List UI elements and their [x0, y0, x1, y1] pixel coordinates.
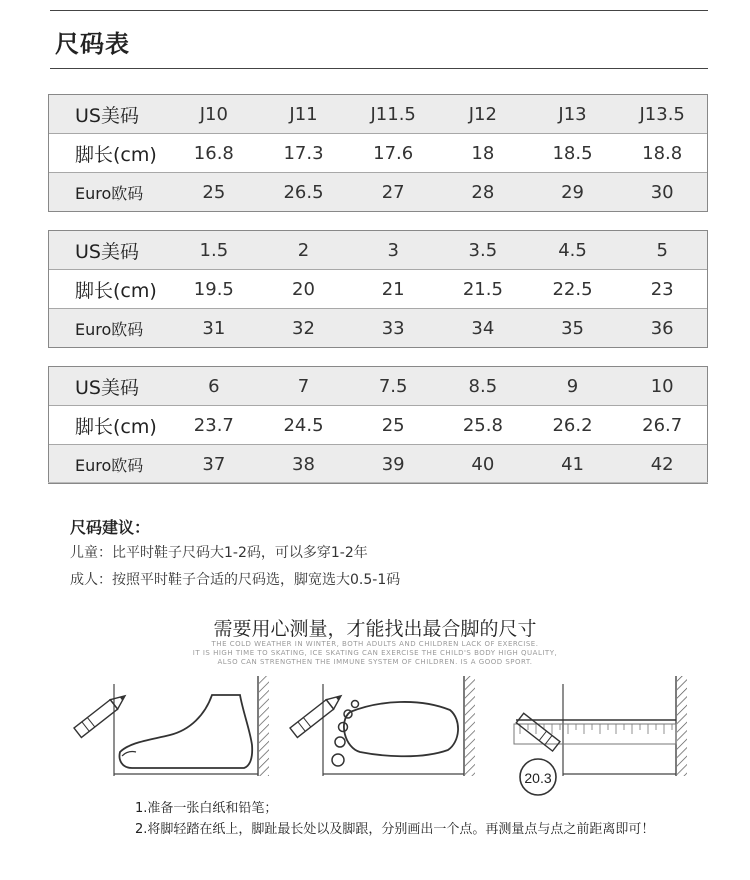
table-cell: 8.5 [468, 375, 498, 397]
step-1: 1.准备一张白纸和铅笔； [135, 801, 278, 816]
table-cell: 42 [650, 453, 674, 475]
step-2: 2.将脚轻踏在纸上，脚趾最长处以及脚跟，分别画出一个点。再测量点与点之前距离即可！ [135, 822, 655, 837]
table-cell: 26.7 [642, 414, 683, 436]
table-cell: 35 [561, 317, 584, 339]
table-cell: 7 [297, 375, 310, 397]
table-cell: 9 [566, 375, 579, 397]
table-cell: 21.5 [462, 278, 503, 300]
measure-subtext: THE COLD WEATHER IN WINTER, BOTH ADULTS AND CHILDREN LACK OF EXERCISE. [211, 640, 539, 648]
row-header: Euro欧码 [75, 319, 144, 339]
table-cell: 23 [650, 278, 674, 300]
table-cell: 19.5 [193, 278, 234, 300]
table-cell: 26.5 [283, 181, 324, 203]
table-cell: 27 [381, 181, 405, 203]
advice-child: 儿童：比平时鞋子尺码大1-2码，可以多穿1-2年 [70, 545, 368, 561]
table-cell: 41 [561, 453, 584, 475]
pencil-icon [290, 691, 345, 737]
pencil-icon [516, 713, 560, 751]
row-header: Euro欧码 [75, 183, 144, 203]
table-cell: J13.5 [639, 103, 685, 125]
ruler-reading: 20.3 [524, 770, 552, 786]
table-cell: 7.5 [378, 375, 408, 397]
table-cell: 37 [202, 453, 226, 475]
table-cell: 40 [471, 453, 495, 475]
table-cell: 36 [650, 317, 674, 339]
table-cell: 17.6 [373, 142, 414, 164]
row-header: 脚长(cm) [75, 415, 157, 438]
table-cell: 20 [292, 278, 315, 300]
table-cell: J13 [558, 103, 587, 125]
table-cell: 6 [208, 375, 220, 397]
row-header: US美码 [75, 240, 139, 263]
table-cell: 39 [381, 453, 405, 475]
table-cell: 26.2 [552, 414, 593, 436]
measure-title: 需要用心测量，才能找出最合脚的尺寸 [213, 618, 537, 640]
table-cell: 28 [471, 181, 495, 203]
row-header: 脚长(cm) [75, 143, 157, 166]
measure-subtext: ALSO CAN STRENGTHEN THE IMMUNE SYSTEM OF CHILDREN. IS A GOOD SPORT. [217, 658, 533, 666]
table-cell: 18 [471, 142, 495, 164]
table-cell: 17.3 [283, 142, 324, 164]
table-cell: J12 [468, 103, 497, 125]
table-cell: 22.5 [552, 278, 593, 300]
table-cell: J11.5 [370, 103, 416, 125]
table-cell: 25 [202, 181, 226, 203]
table-cell: 34 [471, 317, 495, 339]
table-cell: 5 [656, 239, 668, 261]
table-cell: J11 [289, 103, 318, 125]
table-cell: 18.5 [552, 142, 593, 164]
table-cell: 23.7 [193, 414, 234, 436]
advice-adult: 成人：按照平时鞋子合适的尺码选，脚宽选大0.5-1码 [70, 572, 401, 588]
row-header: US美码 [75, 104, 139, 127]
table-cell: 33 [381, 317, 405, 339]
row-header: 脚长(cm) [75, 279, 157, 302]
table-cell: 2 [297, 239, 310, 261]
table-cell: 10 [650, 375, 674, 397]
table-cell: 21 [381, 278, 405, 300]
table-cell: 3 [387, 239, 399, 261]
measure-subtext: IT IS HIGH TIME TO SKATING, ICE SKATING CAN EXERCISE THE CHILD'S BODY HIGH QUALITY, [192, 649, 558, 657]
table-cell: 25 [381, 414, 405, 436]
row-header: US美码 [75, 376, 139, 399]
row-header: Euro欧码 [75, 455, 144, 475]
table-cell: 31 [202, 317, 226, 339]
table-cell: 38 [292, 453, 315, 475]
advice-heading: 尺码建议： [70, 518, 151, 537]
table-cell: 25.8 [462, 414, 503, 436]
foot-side-view [114, 676, 269, 776]
foot-top-view [323, 676, 475, 776]
table-cell: 24.5 [283, 414, 324, 436]
table-cell: 30 [650, 181, 674, 203]
table-cell: 4.5 [558, 239, 587, 261]
page-title: 尺码表 [55, 30, 130, 58]
table-cell: 32 [292, 317, 315, 339]
pencil-icon [74, 691, 129, 737]
table-cell: J10 [199, 103, 228, 125]
table-cell: 16.8 [193, 142, 234, 164]
table-cell: 29 [561, 181, 584, 203]
table-cell: 1.5 [199, 239, 229, 261]
table-cell: 3.5 [468, 239, 498, 261]
table-cell: 18.8 [642, 142, 683, 164]
